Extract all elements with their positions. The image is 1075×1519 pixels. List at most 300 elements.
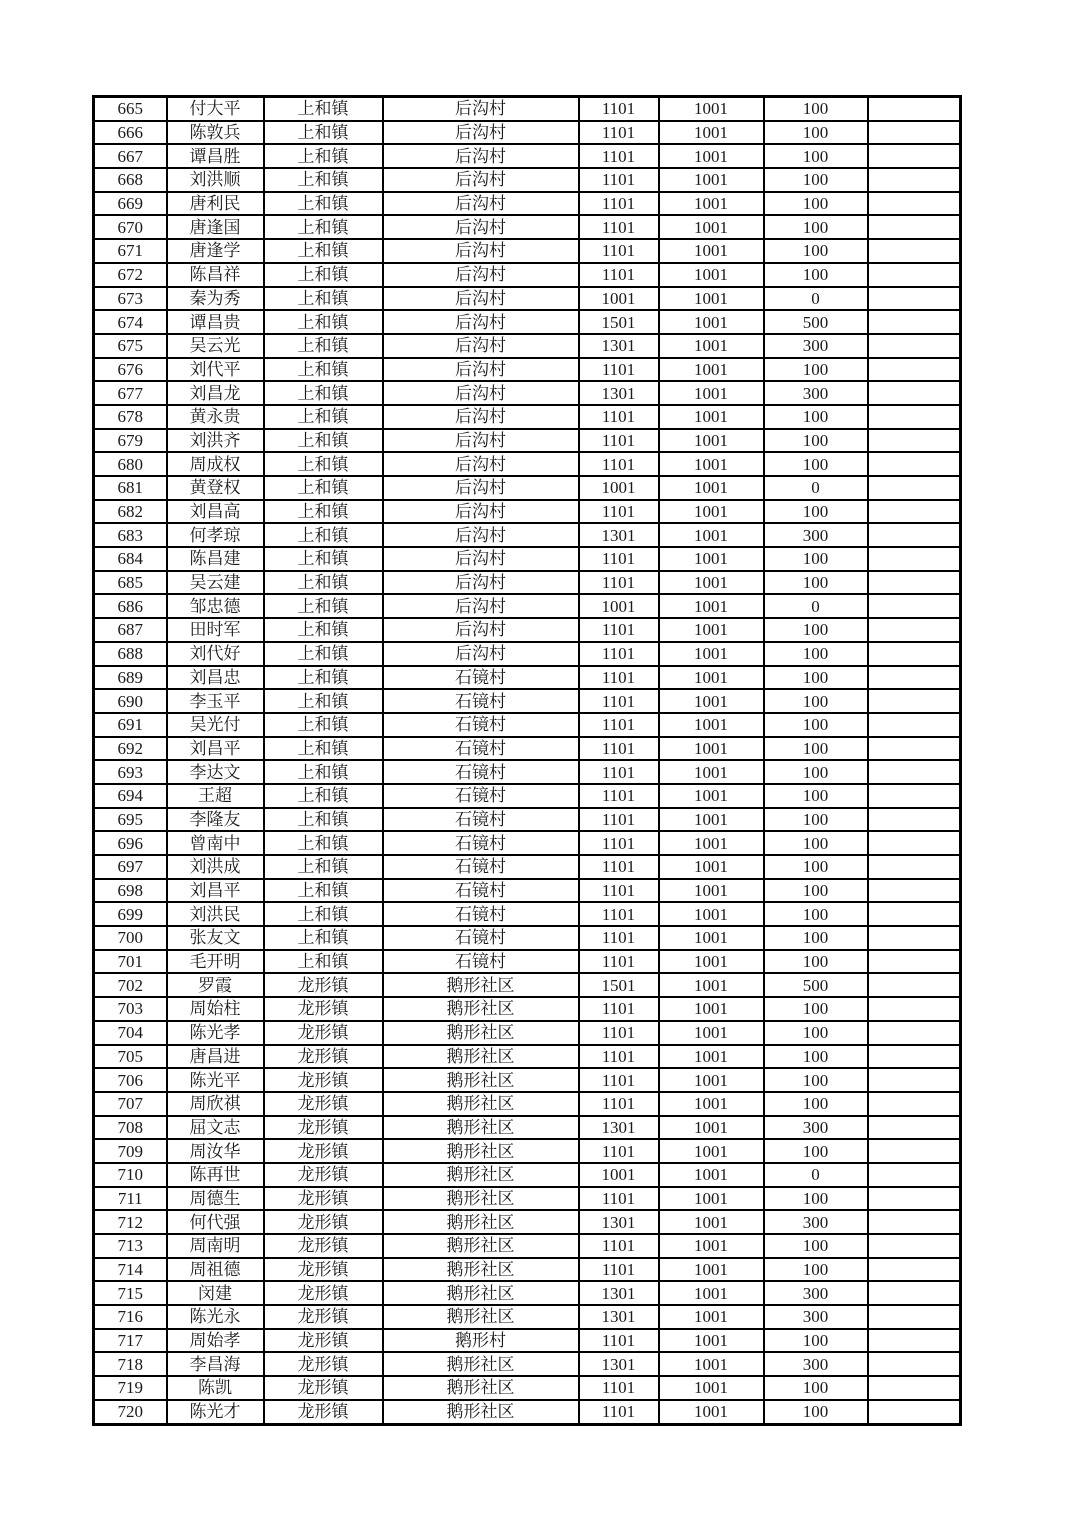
value3-cell: 100 [764,1400,868,1424]
value3-cell: 100 [764,1045,868,1069]
table-row [94,760,961,784]
seq-cell: 687 [94,618,167,642]
value1-cell: 1001 [579,287,659,311]
village-cell: 后沟村 [383,571,579,595]
blank-cell [868,689,961,713]
name-cell: 王超 [167,784,264,808]
village-cell: 后沟村 [383,500,579,524]
name-cell: 秦为秀 [167,287,264,311]
blank-cell [868,287,961,311]
value1-cell: 1101 [579,97,659,121]
value3-cell: 100 [764,405,868,429]
value2-cell: 1001 [659,287,764,311]
town-cell: 上和镇 [264,784,383,808]
value3-cell: 100 [764,831,868,855]
blank-cell [868,594,961,618]
value2-cell: 1001 [659,334,764,358]
seq-cell: 672 [94,263,167,287]
value3-cell: 100 [764,1258,868,1282]
village-cell: 后沟村 [383,144,579,168]
name-cell: 刘代好 [167,642,264,666]
seq-cell: 712 [94,1210,167,1234]
seq-cell: 716 [94,1305,167,1329]
village-cell: 鹅形社区 [383,1021,579,1045]
town-cell: 上和镇 [264,666,383,690]
blank-cell [868,523,961,547]
blank-cell [868,1352,961,1376]
table-row [94,1258,961,1282]
blank-cell [868,950,961,974]
town-cell: 上和镇 [264,215,383,239]
name-cell: 刘昌平 [167,737,264,761]
value1-cell: 1101 [579,168,659,192]
value1-cell: 1301 [579,381,659,405]
table-row [94,902,961,926]
blank-cell [868,855,961,879]
village-cell: 石镜村 [383,760,579,784]
value2-cell: 1001 [659,500,764,524]
value1-cell: 1101 [579,1068,659,1092]
value1-cell: 1101 [579,879,659,903]
name-cell: 刘洪成 [167,855,264,879]
seq-cell: 675 [94,334,167,358]
table-row [94,334,961,358]
blank-cell [868,618,961,642]
table-row [94,1281,961,1305]
table-row [94,1092,961,1116]
name-cell: 周南明 [167,1234,264,1258]
village-cell: 后沟村 [383,168,579,192]
value2-cell: 1001 [659,547,764,571]
value2-cell: 1001 [659,926,764,950]
seq-cell: 702 [94,973,167,997]
value3-cell: 300 [764,1305,868,1329]
town-cell: 龙形镇 [264,1092,383,1116]
name-cell: 周汝华 [167,1139,264,1163]
name-cell: 李达文 [167,760,264,784]
table-row [94,547,961,571]
seq-cell: 700 [94,926,167,950]
blank-cell [868,452,961,476]
value2-cell: 1001 [659,973,764,997]
village-cell: 鹅形社区 [383,1376,579,1400]
value2-cell: 1001 [659,1116,764,1140]
table-row [94,476,961,500]
blank-cell [868,500,961,524]
name-cell: 谭昌胜 [167,144,264,168]
table-row [94,381,961,405]
value3-cell: 100 [764,808,868,832]
village-cell: 鹅形社区 [383,997,579,1021]
table-row [94,642,961,666]
town-cell: 上和镇 [264,239,383,263]
seq-cell: 711 [94,1187,167,1211]
value3-cell: 300 [764,1116,868,1140]
table-row [94,997,961,1021]
blank-cell [868,97,961,121]
town-cell: 上和镇 [264,287,383,311]
village-cell: 鹅形村 [383,1329,579,1353]
value2-cell: 1001 [659,310,764,334]
village-cell: 后沟村 [383,547,579,571]
seq-cell: 718 [94,1352,167,1376]
value3-cell: 300 [764,334,868,358]
blank-cell [868,1258,961,1282]
table-row [94,523,961,547]
seq-cell: 688 [94,642,167,666]
seq-cell: 707 [94,1092,167,1116]
name-cell: 屈文志 [167,1116,264,1140]
village-cell: 后沟村 [383,334,579,358]
seq-cell: 695 [94,808,167,832]
value3-cell: 100 [764,666,868,690]
village-cell: 后沟村 [383,192,579,216]
value3-cell: 300 [764,1281,868,1305]
value1-cell: 1101 [579,215,659,239]
value1-cell: 1101 [579,737,659,761]
value1-cell: 1101 [579,452,659,476]
value1-cell: 1101 [579,784,659,808]
blank-cell [868,1187,961,1211]
value3-cell: 100 [764,215,868,239]
town-cell: 龙形镇 [264,1352,383,1376]
village-cell: 石镜村 [383,713,579,737]
table-row [94,121,961,145]
name-cell: 唐逢学 [167,239,264,263]
value2-cell: 1001 [659,902,764,926]
town-cell: 龙形镇 [264,1045,383,1069]
value2-cell: 1001 [659,737,764,761]
value3-cell: 100 [764,429,868,453]
town-cell: 龙形镇 [264,1258,383,1282]
name-cell: 陈昌建 [167,547,264,571]
town-cell: 上和镇 [264,381,383,405]
table-row [94,1139,961,1163]
seq-cell: 686 [94,594,167,618]
town-cell: 上和镇 [264,831,383,855]
value3-cell: 100 [764,1021,868,1045]
blank-cell [868,1281,961,1305]
blank-cell [868,879,961,903]
table-row [94,192,961,216]
seq-cell: 685 [94,571,167,595]
roster-table [92,95,962,1426]
village-cell: 后沟村 [383,642,579,666]
value3-cell: 500 [764,310,868,334]
value1-cell: 1101 [579,808,659,832]
seq-cell: 699 [94,902,167,926]
table-row [94,358,961,382]
seq-cell: 710 [94,1163,167,1187]
value1-cell: 1101 [579,689,659,713]
village-cell: 石镜村 [383,950,579,974]
value3-cell: 100 [764,547,868,571]
village-cell: 鹅形社区 [383,1187,579,1211]
name-cell: 陈光才 [167,1400,264,1424]
village-cell: 石镜村 [383,808,579,832]
blank-cell [868,239,961,263]
village-cell: 后沟村 [383,121,579,145]
name-cell: 曾南中 [167,831,264,855]
seq-cell: 690 [94,689,167,713]
value1-cell: 1101 [579,950,659,974]
value2-cell: 1001 [659,192,764,216]
table-row [94,429,961,453]
village-cell: 后沟村 [383,429,579,453]
seq-cell: 717 [94,1329,167,1353]
blank-cell [868,1376,961,1400]
value2-cell: 1001 [659,1329,764,1353]
name-cell: 李玉平 [167,689,264,713]
seq-cell: 705 [94,1045,167,1069]
town-cell: 龙形镇 [264,1234,383,1258]
town-cell: 上和镇 [264,429,383,453]
value2-cell: 1001 [659,215,764,239]
blank-cell [868,666,961,690]
value3-cell: 100 [764,760,868,784]
town-cell: 上和镇 [264,926,383,950]
value2-cell: 1001 [659,1021,764,1045]
value2-cell: 1001 [659,642,764,666]
table-row [94,618,961,642]
name-cell: 陈敦兵 [167,121,264,145]
table-row [94,689,961,713]
seq-cell: 720 [94,1400,167,1424]
blank-cell [868,1163,961,1187]
name-cell: 刘昌龙 [167,381,264,405]
town-cell: 上和镇 [264,594,383,618]
name-cell: 周祖德 [167,1258,264,1282]
village-cell: 鹅形社区 [383,1139,579,1163]
town-cell: 上和镇 [264,902,383,926]
town-cell: 上和镇 [264,144,383,168]
value1-cell: 1101 [579,642,659,666]
value3-cell: 0 [764,287,868,311]
value2-cell: 1001 [659,358,764,382]
blank-cell [868,1021,961,1045]
town-cell: 上和镇 [264,855,383,879]
town-cell: 上和镇 [264,476,383,500]
seq-cell: 667 [94,144,167,168]
village-cell: 鹅形社区 [383,973,579,997]
blank-cell [868,926,961,950]
value1-cell: 1101 [579,144,659,168]
town-cell: 龙形镇 [264,973,383,997]
name-cell: 吴云建 [167,571,264,595]
town-cell: 龙形镇 [264,1305,383,1329]
value2-cell: 1001 [659,1376,764,1400]
village-cell: 后沟村 [383,310,579,334]
town-cell: 上和镇 [264,571,383,595]
value3-cell: 100 [764,713,868,737]
name-cell: 李隆友 [167,808,264,832]
town-cell: 龙形镇 [264,1116,383,1140]
village-cell: 鹅形社区 [383,1045,579,1069]
table-row [94,713,961,737]
value3-cell: 300 [764,1352,868,1376]
name-cell: 周德生 [167,1187,264,1211]
value1-cell: 1101 [579,1376,659,1400]
name-cell: 陈光永 [167,1305,264,1329]
table-row [94,571,961,595]
seq-cell: 715 [94,1281,167,1305]
table-row [94,926,961,950]
name-cell: 付大平 [167,97,264,121]
village-cell: 鹅形社区 [383,1400,579,1424]
name-cell: 刘洪顺 [167,168,264,192]
table-row [94,1234,961,1258]
village-cell: 后沟村 [383,476,579,500]
value1-cell: 1101 [579,1234,659,1258]
table-row [94,973,961,997]
value1-cell: 1101 [579,405,659,429]
value3-cell: 100 [764,192,868,216]
town-cell: 上和镇 [264,452,383,476]
value3-cell: 100 [764,144,868,168]
value2-cell: 1001 [659,168,764,192]
seq-cell: 708 [94,1116,167,1140]
table-row [94,1352,961,1376]
blank-cell [868,1045,961,1069]
value3-cell: 500 [764,973,868,997]
town-cell: 龙形镇 [264,1187,383,1211]
blank-cell [868,973,961,997]
village-cell: 石镜村 [383,737,579,761]
blank-cell [868,902,961,926]
value2-cell: 1001 [659,405,764,429]
name-cell: 周欣祺 [167,1092,264,1116]
value1-cell: 1101 [579,192,659,216]
seq-cell: 682 [94,500,167,524]
value3-cell: 100 [764,1068,868,1092]
value1-cell: 1101 [579,1187,659,1211]
value3-cell: 100 [764,1234,868,1258]
value2-cell: 1001 [659,666,764,690]
seq-cell: 679 [94,429,167,453]
blank-cell [868,1068,961,1092]
value1-cell: 1101 [579,926,659,950]
value2-cell: 1001 [659,831,764,855]
town-cell: 上和镇 [264,168,383,192]
village-cell: 石镜村 [383,689,579,713]
value3-cell: 100 [764,239,868,263]
blank-cell [868,760,961,784]
name-cell: 黄登权 [167,476,264,500]
value3-cell: 100 [764,737,868,761]
value3-cell: 100 [764,997,868,1021]
seq-cell: 668 [94,168,167,192]
blank-cell [868,571,961,595]
blank-cell [868,808,961,832]
town-cell: 上和镇 [264,547,383,571]
name-cell: 罗霞 [167,973,264,997]
name-cell: 陈光孝 [167,1021,264,1045]
town-cell: 上和镇 [264,263,383,287]
value1-cell: 1101 [579,571,659,595]
table-row [94,1021,961,1045]
value2-cell: 1001 [659,1234,764,1258]
village-cell: 鹅形社区 [383,1210,579,1234]
seq-cell: 677 [94,381,167,405]
value1-cell: 1301 [579,1281,659,1305]
table-row [94,1210,961,1234]
blank-cell [868,784,961,808]
value1-cell: 1501 [579,973,659,997]
village-cell: 后沟村 [383,287,579,311]
village-cell: 鹅形社区 [383,1163,579,1187]
seq-cell: 684 [94,547,167,571]
value1-cell: 1101 [579,263,659,287]
table-row [94,1163,961,1187]
town-cell: 龙形镇 [264,1021,383,1045]
blank-cell [868,121,961,145]
name-cell: 唐昌进 [167,1045,264,1069]
value2-cell: 1001 [659,784,764,808]
name-cell: 刘代平 [167,358,264,382]
table-row [94,168,961,192]
value1-cell: 1301 [579,523,659,547]
seq-cell: 696 [94,831,167,855]
value1-cell: 1101 [579,239,659,263]
town-cell: 上和镇 [264,500,383,524]
blank-cell [868,831,961,855]
blank-cell [868,1234,961,1258]
table-row [94,1116,961,1140]
name-cell: 邹忠德 [167,594,264,618]
value2-cell: 1001 [659,381,764,405]
town-cell: 上和镇 [264,358,383,382]
table-row [94,452,961,476]
value1-cell: 1301 [579,1305,659,1329]
name-cell: 周成权 [167,452,264,476]
town-cell: 龙形镇 [264,1376,383,1400]
value3-cell: 100 [764,784,868,808]
seq-cell: 698 [94,879,167,903]
table-row [94,1068,961,1092]
village-cell: 鹅形社区 [383,1234,579,1258]
village-cell: 鹅形社区 [383,1068,579,1092]
value3-cell: 100 [764,1092,868,1116]
name-cell: 周始孝 [167,1329,264,1353]
table-row [94,97,961,121]
table-row [94,310,961,334]
value1-cell: 1101 [579,997,659,1021]
blank-cell [868,1092,961,1116]
value1-cell: 1101 [579,666,659,690]
value3-cell: 100 [764,263,868,287]
name-cell: 周始柱 [167,997,264,1021]
village-cell: 鹅形社区 [383,1352,579,1376]
value1-cell: 1001 [579,476,659,500]
seq-cell: 714 [94,1258,167,1282]
seq-cell: 676 [94,358,167,382]
value1-cell: 1101 [579,1021,659,1045]
value2-cell: 1001 [659,452,764,476]
value2-cell: 1001 [659,1163,764,1187]
value3-cell: 100 [764,950,868,974]
table-row [94,1400,961,1424]
name-cell: 陈昌祥 [167,263,264,287]
value1-cell: 1001 [579,1163,659,1187]
town-cell: 上和镇 [264,121,383,145]
name-cell: 张友文 [167,926,264,950]
seq-cell: 669 [94,192,167,216]
value1-cell: 1101 [579,1329,659,1353]
seq-cell: 709 [94,1139,167,1163]
value1-cell: 1101 [579,713,659,737]
value1-cell: 1101 [579,1400,659,1424]
blank-cell [868,547,961,571]
